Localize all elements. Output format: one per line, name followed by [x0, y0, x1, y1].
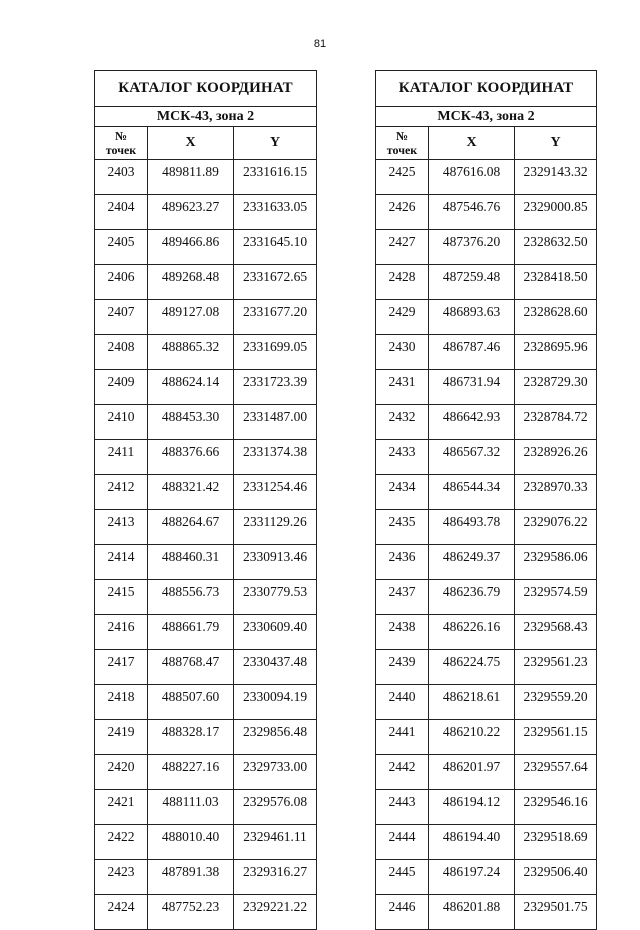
x-coordinate-cell: 488264.67 — [148, 510, 234, 545]
point-number-cell: 2417 — [95, 650, 148, 685]
x-coordinate-cell: 486210.22 — [429, 720, 515, 755]
y-coordinate-cell: 2331645.10 — [234, 230, 317, 265]
x-coordinate-cell: 486194.40 — [429, 825, 515, 860]
x-coordinate-cell: 486249.37 — [429, 545, 515, 580]
y-coordinate-cell: 2328970.33 — [515, 475, 597, 510]
x-coordinate-cell: 489268.48 — [148, 265, 234, 300]
point-number-cell: 2426 — [376, 195, 429, 230]
y-coordinate-cell: 2329316.27 — [234, 860, 317, 895]
x-coordinate-cell: 488321.42 — [148, 475, 234, 510]
table-row — [376, 580, 597, 615]
x-coordinate-cell: 486893.63 — [429, 300, 515, 335]
y-coordinate-cell: 2328695.96 — [515, 335, 597, 370]
table-row — [95, 545, 317, 580]
point-number-cell: 2405 — [95, 230, 148, 265]
table-row — [95, 230, 317, 265]
table-row — [95, 160, 317, 195]
point-number-cell: 2409 — [95, 370, 148, 405]
x-coordinate-cell: 486201.97 — [429, 755, 515, 790]
y-coordinate-cell: 2328784.72 — [515, 405, 597, 440]
catalog-title: КАТАЛОГ КООРДИНАТ — [95, 71, 317, 107]
y-coordinate-cell: 2329733.00 — [234, 755, 317, 790]
x-coordinate-cell: 486218.61 — [429, 685, 515, 720]
table-row — [95, 895, 317, 930]
y-coordinate-cell: 2329501.75 — [515, 895, 597, 930]
point-number-cell: 2432 — [376, 405, 429, 440]
x-coordinate-cell: 487259.48 — [429, 265, 515, 300]
point-number-cell: 2424 — [95, 895, 148, 930]
table-row — [95, 825, 317, 860]
point-number-cell: 2411 — [95, 440, 148, 475]
x-coordinate-cell: 488556.73 — [148, 580, 234, 615]
table-row — [95, 720, 317, 755]
table-row — [95, 755, 317, 790]
table-row — [376, 405, 597, 440]
y-coordinate-cell: 2331723.39 — [234, 370, 317, 405]
y-coordinate-cell: 2330437.48 — [234, 650, 317, 685]
column-header-point-number: № точек — [376, 127, 429, 160]
y-coordinate-cell: 2329546.16 — [515, 790, 597, 825]
point-number-cell: 2422 — [95, 825, 148, 860]
x-coordinate-cell: 487616.08 — [429, 160, 515, 195]
point-number-cell: 2430 — [376, 335, 429, 370]
y-coordinate-cell: 2330609.40 — [234, 615, 317, 650]
column-header-x: X — [148, 127, 234, 160]
y-coordinate-cell: 2331487.00 — [234, 405, 317, 440]
point-number-cell: 2439 — [376, 650, 429, 685]
x-coordinate-cell: 486787.46 — [429, 335, 515, 370]
table-row — [376, 230, 597, 265]
table-row — [95, 580, 317, 615]
table-row — [376, 860, 597, 895]
y-coordinate-cell: 2329586.06 — [515, 545, 597, 580]
y-coordinate-cell: 2329856.48 — [234, 720, 317, 755]
table-row — [376, 895, 597, 930]
y-coordinate-cell: 2330913.46 — [234, 545, 317, 580]
table-row — [95, 265, 317, 300]
x-coordinate-cell: 486226.16 — [429, 615, 515, 650]
table-row — [376, 720, 597, 755]
x-coordinate-cell: 486201.88 — [429, 895, 515, 930]
x-coordinate-cell: 487546.76 — [429, 195, 515, 230]
table-row — [95, 650, 317, 685]
table-row — [376, 300, 597, 335]
point-number-cell: 2404 — [95, 195, 148, 230]
x-coordinate-cell: 487376.20 — [429, 230, 515, 265]
table-row — [376, 510, 597, 545]
x-coordinate-cell: 488768.47 — [148, 650, 234, 685]
y-coordinate-cell: 2331699.05 — [234, 335, 317, 370]
x-coordinate-cell: 488111.03 — [148, 790, 234, 825]
y-coordinate-cell: 2328628.60 — [515, 300, 597, 335]
y-coordinate-cell: 2329557.64 — [515, 755, 597, 790]
y-coordinate-cell: 2328418.50 — [515, 265, 597, 300]
catalog-title: КАТАЛОГ КООРДИНАТ — [376, 71, 597, 107]
column-header-point-number: № точек — [95, 127, 148, 160]
table-row — [376, 265, 597, 300]
point-number-cell: 2436 — [376, 545, 429, 580]
point-number-cell: 2412 — [95, 475, 148, 510]
y-coordinate-cell: 2331672.65 — [234, 265, 317, 300]
table-row — [376, 615, 597, 650]
y-coordinate-cell: 2331616.15 — [234, 160, 317, 195]
x-coordinate-cell: 489127.08 — [148, 300, 234, 335]
point-number-cell: 2437 — [376, 580, 429, 615]
x-coordinate-cell: 488376.66 — [148, 440, 234, 475]
point-number-cell: 2446 — [376, 895, 429, 930]
page-number: 81 — [313, 38, 327, 50]
point-number-cell: 2414 — [95, 545, 148, 580]
table-row — [95, 440, 317, 475]
y-coordinate-cell: 2329518.69 — [515, 825, 597, 860]
point-number-cell: 2423 — [95, 860, 148, 895]
table-row — [376, 160, 597, 195]
table-row — [376, 335, 597, 370]
point-number-cell: 2416 — [95, 615, 148, 650]
point-number-cell: 2407 — [95, 300, 148, 335]
table-row — [376, 440, 597, 475]
y-coordinate-cell: 2329221.22 — [234, 895, 317, 930]
y-coordinate-cell: 2329576.08 — [234, 790, 317, 825]
point-number-cell: 2442 — [376, 755, 429, 790]
x-coordinate-cell: 486236.79 — [429, 580, 515, 615]
x-coordinate-cell: 488624.14 — [148, 370, 234, 405]
table-row — [376, 545, 597, 580]
y-coordinate-cell: 2329574.59 — [515, 580, 597, 615]
table-row — [95, 685, 317, 720]
y-coordinate-cell: 2329506.40 — [515, 860, 597, 895]
x-coordinate-cell: 488460.31 — [148, 545, 234, 580]
y-coordinate-cell: 2328729.30 — [515, 370, 597, 405]
x-coordinate-cell: 489466.86 — [148, 230, 234, 265]
table-row — [95, 195, 317, 230]
y-coordinate-cell: 2331129.26 — [234, 510, 317, 545]
table-row — [95, 790, 317, 825]
y-coordinate-cell: 2331254.46 — [234, 475, 317, 510]
x-coordinate-cell: 486197.24 — [429, 860, 515, 895]
point-number-cell: 2429 — [376, 300, 429, 335]
table-row — [95, 300, 317, 335]
table-row — [95, 335, 317, 370]
point-number-cell: 2440 — [376, 685, 429, 720]
x-coordinate-cell: 489623.27 — [148, 195, 234, 230]
column-header-x: X — [429, 127, 515, 160]
point-number-cell: 2418 — [95, 685, 148, 720]
table-row — [376, 755, 597, 790]
point-number-cell: 2420 — [95, 755, 148, 790]
coordinate-system-zone: МСК-43, зона 2 — [376, 107, 597, 127]
y-coordinate-cell: 2329561.23 — [515, 650, 597, 685]
table-row — [376, 790, 597, 825]
x-coordinate-cell: 487752.23 — [148, 895, 234, 930]
y-coordinate-cell: 2330779.53 — [234, 580, 317, 615]
column-header-y: Y — [234, 127, 317, 160]
x-coordinate-cell: 486731.94 — [429, 370, 515, 405]
point-number-cell: 2445 — [376, 860, 429, 895]
y-coordinate-cell: 2329561.15 — [515, 720, 597, 755]
point-number-cell: 2438 — [376, 615, 429, 650]
table-row — [95, 510, 317, 545]
coordinate-system-zone: МСК-43, зона 2 — [95, 107, 317, 127]
point-number-cell: 2421 — [95, 790, 148, 825]
table-row — [95, 405, 317, 440]
y-coordinate-cell: 2330094.19 — [234, 685, 317, 720]
table-row — [376, 650, 597, 685]
point-number-cell: 2434 — [376, 475, 429, 510]
x-coordinate-cell: 488507.60 — [148, 685, 234, 720]
table-row — [376, 195, 597, 230]
point-number-cell: 2413 — [95, 510, 148, 545]
point-number-cell: 2444 — [376, 825, 429, 860]
point-number-cell: 2433 — [376, 440, 429, 475]
x-coordinate-cell: 486567.32 — [429, 440, 515, 475]
x-coordinate-cell: 488865.32 — [148, 335, 234, 370]
x-coordinate-cell: 488661.79 — [148, 615, 234, 650]
y-coordinate-cell: 2329559.20 — [515, 685, 597, 720]
y-coordinate-cell: 2329461.11 — [234, 825, 317, 860]
point-number-cell: 2408 — [95, 335, 148, 370]
table-row — [95, 860, 317, 895]
y-coordinate-cell: 2331374.38 — [234, 440, 317, 475]
point-number-cell: 2403 — [95, 160, 148, 195]
point-number-cell: 2431 — [376, 370, 429, 405]
y-coordinate-cell: 2328632.50 — [515, 230, 597, 265]
x-coordinate-cell: 486194.12 — [429, 790, 515, 825]
point-number-cell: 2415 — [95, 580, 148, 615]
point-number-cell: 2410 — [95, 405, 148, 440]
table-row — [376, 475, 597, 510]
x-coordinate-cell: 486493.78 — [429, 510, 515, 545]
y-coordinate-cell: 2329000.85 — [515, 195, 597, 230]
table-row — [95, 475, 317, 510]
y-coordinate-cell: 2328926.26 — [515, 440, 597, 475]
point-number-cell: 2441 — [376, 720, 429, 755]
x-coordinate-cell: 486224.75 — [429, 650, 515, 685]
table-row — [376, 685, 597, 720]
x-coordinate-cell: 488227.16 — [148, 755, 234, 790]
point-number-cell: 2443 — [376, 790, 429, 825]
y-coordinate-cell: 2329143.32 — [515, 160, 597, 195]
point-number-cell: 2427 — [376, 230, 429, 265]
x-coordinate-cell: 487891.38 — [148, 860, 234, 895]
point-number-cell: 2428 — [376, 265, 429, 300]
table-row — [95, 615, 317, 650]
x-coordinate-cell: 486544.34 — [429, 475, 515, 510]
table-row — [376, 370, 597, 405]
column-header-y: Y — [515, 127, 597, 160]
coordinate-catalog-right — [375, 70, 597, 930]
x-coordinate-cell: 489811.89 — [148, 160, 234, 195]
table-row — [376, 825, 597, 860]
y-coordinate-cell: 2331677.20 — [234, 300, 317, 335]
y-coordinate-cell: 2331633.05 — [234, 195, 317, 230]
x-coordinate-cell: 488010.40 — [148, 825, 234, 860]
x-coordinate-cell: 488453.30 — [148, 405, 234, 440]
y-coordinate-cell: 2329076.22 — [515, 510, 597, 545]
point-number-cell: 2425 — [376, 160, 429, 195]
y-coordinate-cell: 2329568.43 — [515, 615, 597, 650]
table-row — [95, 370, 317, 405]
x-coordinate-cell: 488328.17 — [148, 720, 234, 755]
coordinate-catalog-left — [94, 70, 317, 930]
point-number-cell: 2435 — [376, 510, 429, 545]
point-number-cell: 2419 — [95, 720, 148, 755]
x-coordinate-cell: 486642.93 — [429, 405, 515, 440]
point-number-cell: 2406 — [95, 265, 148, 300]
